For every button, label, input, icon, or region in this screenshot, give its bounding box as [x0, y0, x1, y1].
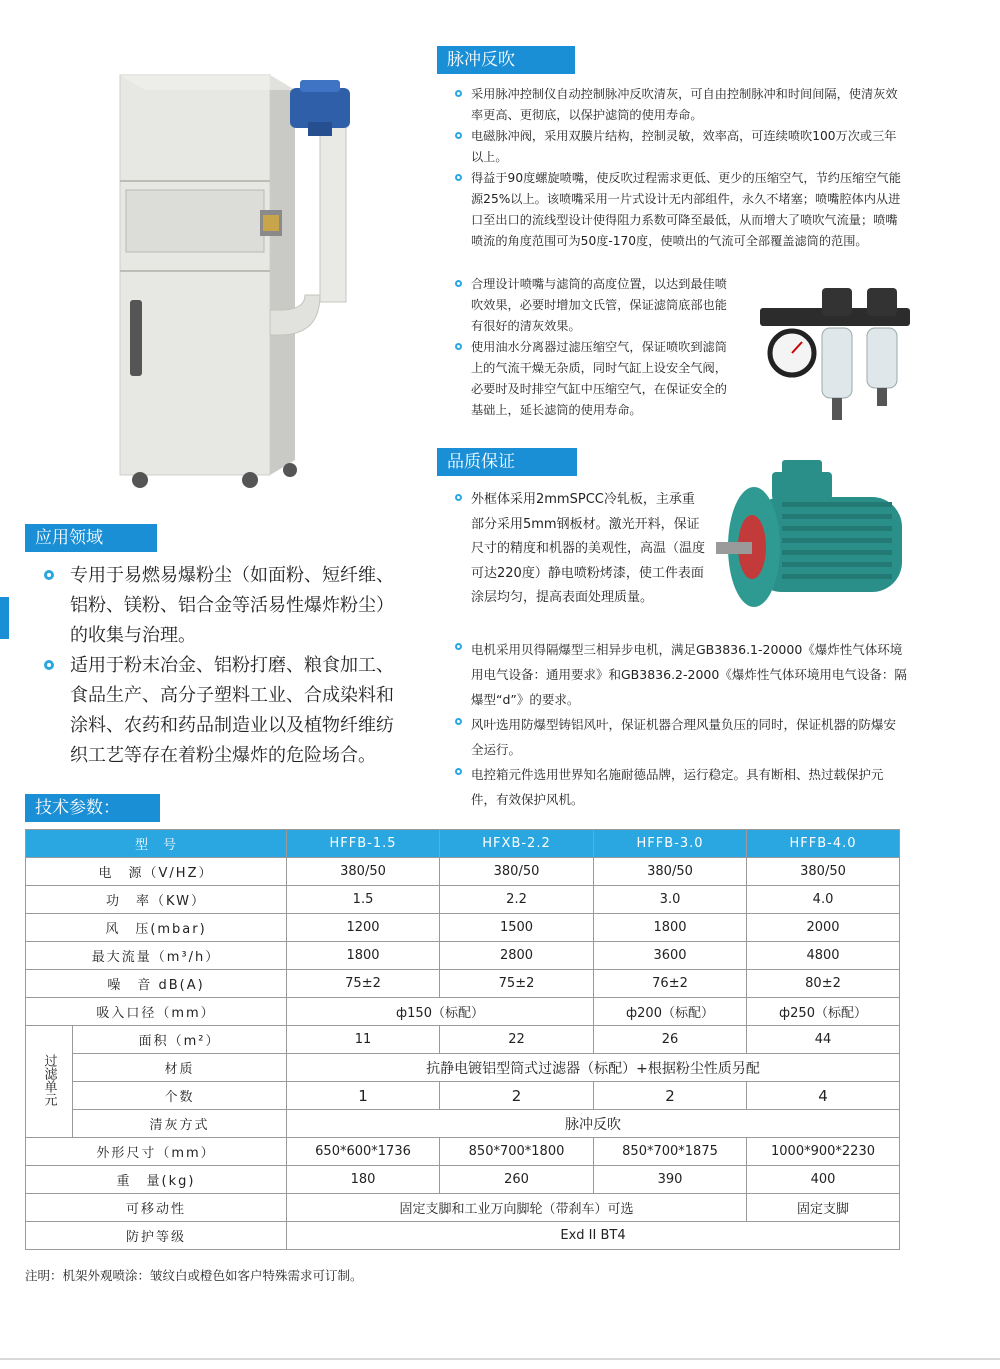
- cell: 1000*900*2230: [747, 1138, 900, 1166]
- header-model-1: HFFB-1.5: [287, 830, 440, 858]
- row-label-dimensions: 外形尺寸（mm）: [26, 1138, 287, 1166]
- table-row: [26, 1166, 900, 1194]
- application-bullet-list: [44, 561, 409, 771]
- cell: 22: [440, 1026, 594, 1054]
- cell: 2.2: [440, 886, 594, 914]
- cell: 260: [440, 1166, 594, 1194]
- cell: 固定支脚: [747, 1194, 900, 1222]
- cell: 26: [594, 1026, 747, 1054]
- page-divider: [0, 1358, 1000, 1360]
- cell: 抗静电镀铝型筒式过滤器（标配）+根据粉尘性质另配: [287, 1054, 900, 1082]
- pulse-bullet-2: 电磁脉冲阀，采用双膜片结构，控制灵敏，效率高，可连续喷吹100万次或三年以上。: [455, 126, 907, 168]
- row-label-cleaning: 清灰方式: [73, 1110, 287, 1138]
- air-filter-regulator-image: [752, 268, 917, 438]
- row-label-power: 功 率（KW）: [26, 886, 287, 914]
- cell: Exd II BT4: [287, 1222, 900, 1250]
- cell: 75±2: [440, 970, 594, 998]
- cell: 850*700*1875: [594, 1138, 747, 1166]
- pulse-bullet-3: 得益于90度螺旋喷嘴，使反吹过程需求更低、更少的压缩空气，节约压缩空气能源25%以上。该喷嘴采用一片式设计无内部组件，永久不堵塞；喷嘴腔体内从进口至出口的流线型设计使得阻力系数可降至最低，从而增大了喷吹气流量；喷嘴喷流的角度范围可为50度-170度，使喷出的气流可全部覆盖滤筒的范围。: [455, 168, 907, 252]
- cell: 1: [287, 1082, 440, 1110]
- pulse-bullet-1: 采用脉冲控制仪自动控制脉冲反吹清灰，可自由控制脉冲和时间间隔，使清灰效率更高、更彻底，以保护滤筒的使用寿命。: [455, 84, 907, 126]
- spec-table: [25, 829, 900, 1250]
- row-label-inlet: 吸入口径（mm）: [26, 998, 287, 1026]
- cell: 75±2: [287, 970, 440, 998]
- quality-bullet-list-narrow: [455, 488, 705, 611]
- row-label-mobility: 可移动性: [26, 1194, 287, 1222]
- cell: 1.5: [287, 886, 440, 914]
- cell: 44: [747, 1026, 900, 1054]
- table-row: [26, 1138, 900, 1166]
- cell: 76±2: [594, 970, 747, 998]
- cell: 2: [440, 1082, 594, 1110]
- table-row: [26, 1194, 900, 1222]
- cell: ф200（标配）: [594, 998, 747, 1026]
- footnote: 注明：机架外观喷涂：皱纹白或橙色如客户特殊需求可订制。: [25, 1268, 363, 1283]
- application-bullet-2: 适用于粉末冶金、铝粉打磨、粮食加工、食品生产、高分子塑料工业、合成染料和涂料、农药和药品制造业以及植物纤维纺织工艺等存在着粉尘爆炸的危险场合。: [44, 651, 409, 771]
- quality-bullet-2: 电机采用贝得隔爆型三相异步电机，满足GB3836.1-20000《爆炸性气体环境用电气设备：通用要求》和GB3836.2-2000《爆炸性气体环境用电气设备：隔爆型“d”》的要求。: [455, 637, 907, 712]
- pulse-bullet-list: [455, 84, 907, 252]
- quality-bullet-1: 外框体采用2mmSPCC冷轧板，主承重部分采用5mm钢板材。激光开料，保证尺寸的精度和机器的美观性，高温（温度可达220度）静电喷粉烤漆，使工件表面涂层均匀，提高表面处理质量。: [455, 488, 705, 611]
- cell: 380/50: [747, 858, 900, 886]
- application-bullet-1: 专用于易燃易爆粉尘（如面粉、短纤维、铝粉、镁粉、铝合金等活易性爆炸粉尘）的收集与治理。: [44, 561, 409, 651]
- row-label-noise: 噪 音 dB(A): [26, 970, 287, 998]
- table-row: [26, 914, 900, 942]
- row-label-pressure: 风 压(mbar): [26, 914, 287, 942]
- cell: 180: [287, 1166, 440, 1194]
- table-row: [26, 1222, 900, 1250]
- table-row: [26, 970, 900, 998]
- cell: 380/50: [287, 858, 440, 886]
- cell: ф150（标配）: [287, 998, 594, 1026]
- table-header-row: [26, 830, 900, 858]
- tech-section-title: 技术参数：: [25, 794, 160, 822]
- table-row: [26, 886, 900, 914]
- row-label-protection: 防护等级: [26, 1222, 287, 1250]
- cell: 2800: [440, 942, 594, 970]
- cell: 1800: [287, 942, 440, 970]
- cell: 650*600*1736: [287, 1138, 440, 1166]
- row-label-area: 面积（m²）: [73, 1026, 287, 1054]
- pulse-section-title: 脉冲反吹: [437, 46, 575, 74]
- header-model-label: 型 号: [26, 830, 287, 858]
- cell: 11: [287, 1026, 440, 1054]
- cell: 380/50: [440, 858, 594, 886]
- table-row: [26, 1026, 900, 1054]
- pulse-bullet-5: 使用油水分离器过滤压缩空气，保证喷吹到滤筒上的气流干燥无杂质，同时气缸上设安全气阀，必要时及时排空气缸中压缩空气，在保证安全的基础上，延长滤筒的使用寿命。: [455, 337, 727, 421]
- dust-collector-image: [100, 60, 430, 490]
- table-row: [26, 1054, 900, 1082]
- cell: 380/50: [594, 858, 747, 886]
- cell: 80±2: [747, 970, 900, 998]
- cell: 400: [747, 1166, 900, 1194]
- pulse-bullet-4: 合理设计喷嘴与滤筒的高度位置，以达到最佳喷吹效果，必要时增加文氏管，保证滤筒底部也能有很好的清灰效果。: [455, 274, 727, 337]
- filter-unit-group-label: 过滤单元: [26, 1026, 73, 1138]
- cell: 850*700*1800: [440, 1138, 594, 1166]
- cell: 2: [594, 1082, 747, 1110]
- table-row: [26, 942, 900, 970]
- application-section-title: 应用领域: [25, 524, 157, 552]
- cell: 1200: [287, 914, 440, 942]
- pulse-bullet-list-narrow: [455, 274, 727, 421]
- cell: 2000: [747, 914, 900, 942]
- row-label-power-supply: 电 源（V/HZ）: [26, 858, 287, 886]
- row-label-count: 个数: [73, 1082, 287, 1110]
- quality-section-title: 品质保证: [437, 448, 577, 476]
- side-accent-bar: [0, 597, 9, 639]
- table-row: [26, 858, 900, 886]
- header-model-4: HFFB-4.0: [747, 830, 900, 858]
- table-row: [26, 998, 900, 1026]
- cell: 3.0: [594, 886, 747, 914]
- cell: 脉冲反吹: [287, 1110, 900, 1138]
- cell: 1500: [440, 914, 594, 942]
- cell: 4800: [747, 942, 900, 970]
- cell: 4.0: [747, 886, 900, 914]
- cell: 4: [747, 1082, 900, 1110]
- quality-bullet-list: [455, 637, 907, 812]
- row-label-flow: 最大流量（m³/h）: [26, 942, 287, 970]
- row-label-weight: 重 量(kg): [26, 1166, 287, 1194]
- header-model-2: HFXB-2.2: [440, 830, 594, 858]
- quality-bullet-3: 风叶选用防爆型铸铝风叶，保证机器合理风量负压的同时，保证机器的防爆安全运行。: [455, 712, 907, 762]
- explosion-proof-motor-image: [712, 452, 912, 622]
- row-label-material: 材质: [73, 1054, 287, 1082]
- cell: 固定支脚和工业万向脚轮（带刹车）可选: [287, 1194, 747, 1222]
- cell: 390: [594, 1166, 747, 1194]
- cell: 1800: [594, 914, 747, 942]
- quality-bullet-4: 电控箱元件选用世界知名施耐德品牌，运行稳定。具有断相、热过载保护元件，有效保护风机。: [455, 762, 907, 812]
- cell: 3600: [594, 942, 747, 970]
- table-row: [26, 1082, 900, 1110]
- table-row: [26, 1110, 900, 1138]
- cell: ф250（标配）: [747, 998, 900, 1026]
- header-model-3: HFFB-3.0: [594, 830, 747, 858]
